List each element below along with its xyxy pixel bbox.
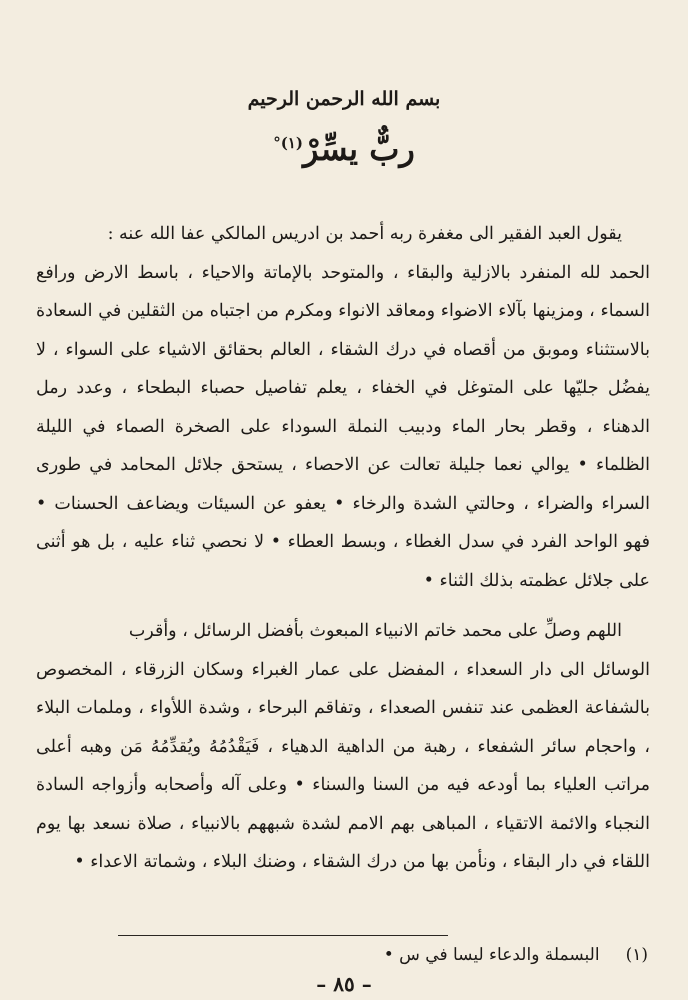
footnote-marker: (١)°: [273, 134, 303, 152]
paragraph-opening-line: اللهم وصلِّ على محمد خاتم الانبياء المبعوث بأفضل الرسائل ، وأقرب: [128, 621, 622, 641]
footnote-number: (١): [625, 945, 648, 965]
paragraph-opening-line: يقول العبد الفقير الى مغفرة ربه أحمد بن ادريس المالكي عفا الله عنه :: [107, 224, 622, 244]
paragraph-prayer: [36, 612, 650, 882]
paragraph-body: الوسائل الى دار السعداء ، المفضل على عمار الغبراء وسكان الزرقاء ، المخصوص بالشفاعة العظمى عند تنفس الصعداء ، وتفاقم البرحاء ، وشدة اللأواء ، وملمات البلاء ، واحجام سائر الشفعاء ، رهبة من الداهية الدهياء ، فَيَقْدُمُهُ ويُقدِّمُهُ مَن وهبه أعلى مراتب العلياء بما أودعه فيه من السنا والسناء • وعلى آله وأصحابه وأزواجه السادة النجباء والائمة الاتقياء ، المباهى بهم الامم لشدة شبههم بالانبياء ، صلاة نسعد بها يوم اللقاء في دار البقاء ، ونأمن بها من درك الشقاء ، وضنك البلاء ، وشماتة الاعداء •: [36, 659, 650, 872]
footnote-divider: [118, 935, 448, 936]
basmala: بسم الله الرحمن الرحيم: [247, 88, 441, 110]
footnote-text: البسملة والدعاء ليسا في س •: [383, 945, 600, 965]
page-number: – ٨٥ –: [316, 972, 372, 996]
paragraph-body: الحمد لله المنفرد بالازلية والبقاء ، والمتوحد بالإماتة والاحياء ، باسط الارض ورافع السماء ، ومزينها بآلاء الاضواء ومعاقد الانواء ومكرم من اجتباه من الثقلين في السعادة بالاستثناء وموبق من أقصاه في درك الشقاء ، العالم بحقائق الاشياء على السواء ، لا يفضُل جليّها على المتوغل في الخفاء ، يعلم تفاصيل حصباء البطحاء ، وعدد رمل الدهناء ، وقطر بحار الماء ودبيب النملة السوداء على الصخرة الصماء في الليلة الظلماء • يوالي نعما جليلة تعالت عن الاحصاء ، يستحق جلائل المحامد في طورى السراء والضراء ، وحالتي الشدة والرخاء • يعفو عن السيئات ويضاعف الحسنات • فهو الواحد الفرد في سدل الغطاء ، وبسط العطاء • لا نحصي ثناء عليه ، بل هو أثنى على جلائل عظمته بذلك الثناء •: [36, 262, 650, 591]
page-heading: [0, 130, 688, 168]
heading-text: ربٌّ يسِّرْ: [302, 130, 415, 168]
footnote: [40, 945, 648, 965]
paragraph-praise: [36, 215, 650, 600]
